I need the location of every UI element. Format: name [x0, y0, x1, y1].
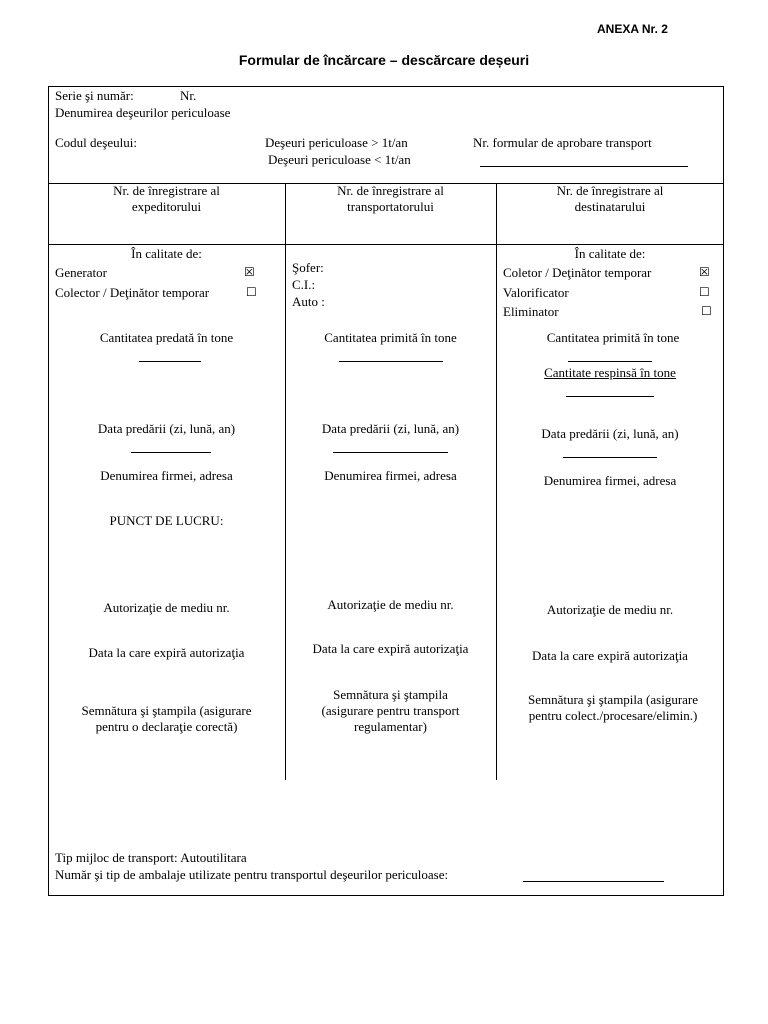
col3-data-field[interactable]: [563, 456, 657, 458]
col2-cantitate-label: Cantitatea primită în tone: [324, 330, 457, 345]
col3-data-label: Data predării (zi, lună, an): [541, 426, 679, 441]
col2-data-label: Data predării (zi, lună, an): [321, 421, 460, 436]
denumirea-label: Denumirea deşeurilor periculoase: [55, 105, 231, 120]
col2-head-line1: Nr. de înregistrare al: [337, 183, 444, 198]
col3-respinsa-field[interactable]: [566, 395, 654, 397]
col1-data-label: Data predării (zi, lună, an): [97, 421, 236, 436]
col3-head-line2: destinatarului: [574, 199, 646, 214]
annex-label: ANEXA Nr. 2: [597, 22, 668, 36]
col1-semnatura: [48, 703, 285, 735]
col3-head-line1: Nr. de înregistrare al: [556, 183, 664, 198]
column-head-divider: [48, 244, 724, 245]
col3-expira-label: Data la care expiră autorizaţia: [532, 648, 688, 663]
col1-colector-label: Colector / Deţinător temporar: [55, 285, 210, 300]
col2-sofer-label: Şofer:: [292, 260, 324, 275]
col1-semnatura-line2: pentru o declaraţie corectă): [95, 719, 238, 734]
col2-semnatura: [285, 687, 496, 735]
footer-tip-mijloc: Tip mijloc de transport: Autoutilitara: [55, 850, 247, 865]
col3-valorificator-checkbox[interactable]: ☐: [699, 285, 710, 299]
col2-semnatura-line1: Semnătura şi ştampila: [333, 687, 448, 702]
col1-data-field[interactable]: [131, 451, 211, 453]
col3-respinsa-label: Cantitate respinsă în tone: [544, 365, 676, 380]
col2-head-line2: transportatorului: [347, 199, 434, 214]
formular-aprobare-field[interactable]: [480, 165, 688, 167]
col1-head: [48, 183, 285, 215]
col3-colector-checkbox[interactable]: ☒: [699, 265, 710, 279]
footer-numar-ambalaje: Număr şi tip de ambalaje utilizate pentru transportul deşeurilor periculoase:: [55, 867, 449, 882]
col3-head: [496, 183, 724, 215]
footer-ambalaje-field[interactable]: [523, 880, 664, 882]
col2-cantitate-field[interactable]: [339, 360, 443, 362]
col2-head: [285, 183, 496, 215]
col3-semnatura: [496, 692, 730, 724]
col1-head-line1: Nr. de înregistrare al: [113, 183, 220, 198]
col1-cantitate-field[interactable]: [139, 360, 201, 362]
col3-autorizatie-label: Autorizaţie de mediu nr.: [546, 602, 674, 617]
col1-generator-label: Generator: [55, 265, 107, 280]
nr-label: Nr.: [180, 88, 197, 103]
col2-expira-label: Data la care expiră autorizaţia: [312, 641, 469, 656]
col1-cantitate-label: Cantitatea predată în tone: [99, 330, 234, 345]
col2-firma-label: Denumirea firmei, adresa: [324, 468, 457, 483]
col1-head-line2: expeditorului: [131, 199, 202, 214]
col3-valorificator-label: Valorificator: [503, 285, 569, 300]
col2-autorizatie-label: Autorizaţie de mediu nr.: [327, 597, 454, 612]
col3-cantitate-field[interactable]: [568, 360, 652, 362]
col3-colector-label: Coletor / Deţinător temporar: [503, 265, 652, 280]
col1-punct-label: PUNCT DE LUCRU:: [109, 513, 224, 528]
col2-data-field[interactable]: [333, 451, 448, 453]
col3-cantitate-label: Cantitatea primită în tone: [546, 330, 680, 345]
col3-semnatura-line1: Semnătura şi ştampila (asigurare: [527, 692, 699, 707]
col1-firma-label: Denumirea firmei, adresa: [100, 468, 233, 483]
codul-label: Codul deşeului:: [55, 135, 137, 150]
serie-label: Serie şi număr:: [55, 88, 134, 103]
col3-semnatura-line2: pentru colect./procesare/elimin.): [528, 708, 698, 723]
col1-colector-checkbox[interactable]: ☐: [246, 285, 257, 299]
formular-aprobare-label: Nr. formular de aprobare transport: [473, 135, 652, 150]
col3-in-calitate: În calitate de:: [574, 246, 646, 261]
option-lt: Deşeuri periculoase < 1t/an: [268, 152, 411, 167]
col2-semnatura-line3: regulamentar): [354, 719, 427, 734]
col1-generator-checkbox[interactable]: ☒: [244, 265, 255, 279]
col2-semnatura-line2: (asigurare pentru transport: [321, 703, 460, 718]
col3-eliminator-label: Eliminator: [503, 304, 559, 319]
col3-eliminator-checkbox[interactable]: ☐: [701, 304, 712, 318]
col1-in-calitate: În calitate de:: [131, 246, 202, 261]
col2-auto-label: Auto :: [292, 294, 325, 309]
col1-semnatura-line1: Semnătura şi ştampila (asigurare: [81, 703, 252, 718]
form-title: Formular de încărcare – descărcare deșeuri: [238, 52, 530, 68]
col1-expira-label: Data la care expiră autorizaţia: [88, 645, 245, 660]
col1-autorizatie-label: Autorizaţie de mediu nr.: [103, 600, 230, 615]
option-gt: Deşeuri periculoase > 1t/an: [265, 135, 408, 150]
col2-ci-label: C.I.:: [292, 277, 316, 292]
col3-firma-label: Denumirea firmei, adresa: [543, 473, 677, 488]
